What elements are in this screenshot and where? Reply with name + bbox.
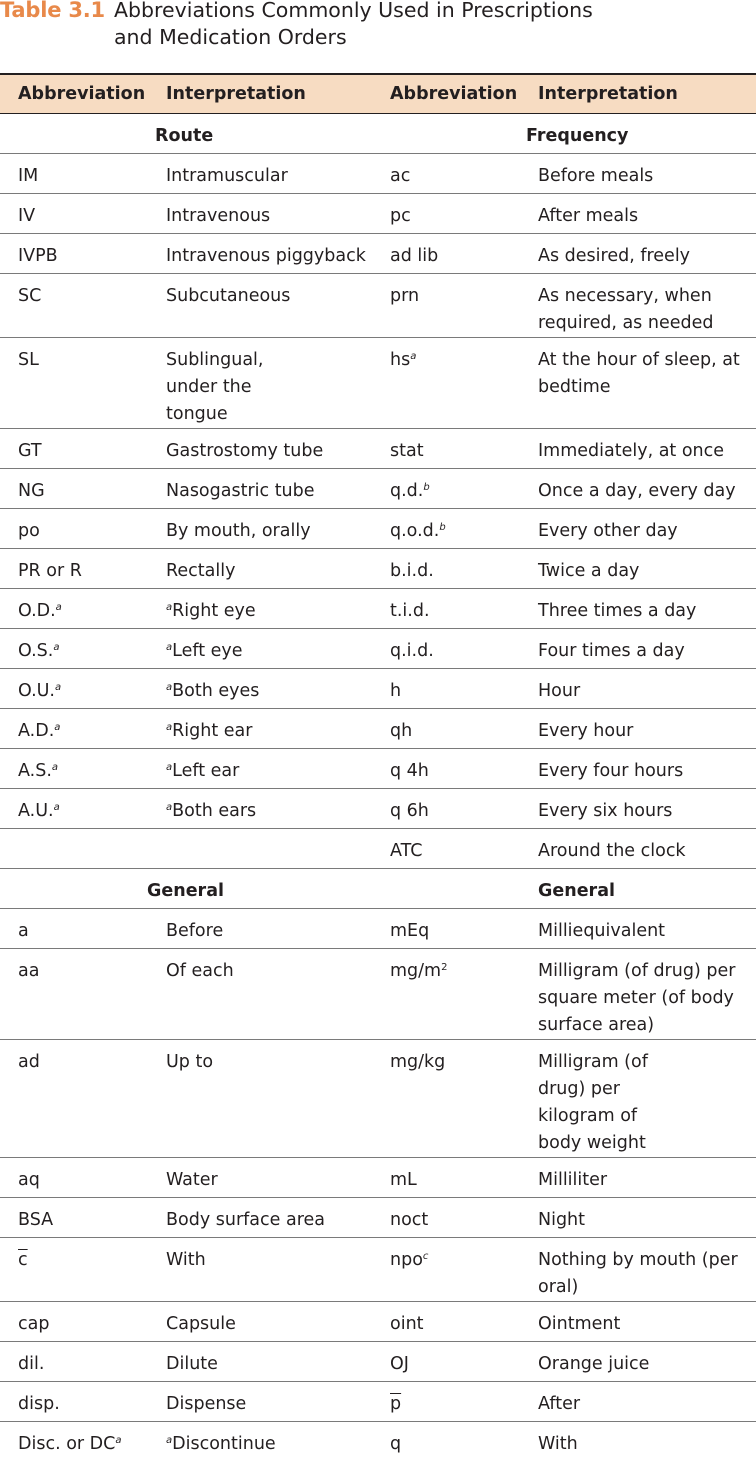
cell-text: Discontinue [172, 1433, 276, 1454]
footnote-mark: a [166, 601, 173, 613]
cell-text: mg/m [390, 960, 442, 981]
footnote-mark: a [166, 1434, 173, 1446]
cell-text: O.U. [18, 680, 55, 701]
cell-interp-1 [148, 828, 372, 868]
table-title-line-2: and Medication Orders [114, 25, 347, 49]
cell-text: Milliliter [538, 1169, 608, 1190]
cell-text: Both ears [172, 800, 257, 821]
cell-text: q.i.d. [390, 640, 434, 661]
cell-interp-1 [148, 337, 372, 428]
cell-abbr-1 [0, 193, 148, 233]
cell-text: Up to [166, 1051, 214, 1072]
footnote-mark: a [53, 641, 60, 653]
cell-text: Four times a day [538, 640, 685, 661]
cell-text: A.U. [18, 800, 54, 821]
cell-interp-1 [148, 468, 372, 508]
cell-interp-1 [148, 708, 372, 748]
cell-interp-2 [520, 1421, 756, 1461]
cell-text: Milliequivalent [538, 920, 666, 941]
cell-text: t.i.d. [390, 600, 430, 621]
cell-text: IM [18, 165, 39, 186]
cell-text: Milligram (of drug) per square meter (of body surface area) [538, 960, 736, 1035]
cell-text: At the hour of sleep, at bedtime [538, 349, 740, 397]
footnote-mark: a [166, 681, 173, 693]
cell-interp-2 [520, 1237, 756, 1301]
cell-text: Rectally [166, 560, 236, 581]
cell-abbr-1 [0, 337, 148, 428]
cell-text: prn [390, 285, 420, 306]
cell-interp-2 [520, 193, 756, 233]
cell-interp-1 [148, 1421, 372, 1461]
footnote-mark: a [166, 801, 173, 813]
cell-text: O.D. [18, 600, 56, 621]
cell-text: Intravenous piggyback [166, 245, 366, 266]
cell-text: NG [18, 480, 45, 501]
cell-text: Right ear [172, 720, 253, 741]
cell-text: mEq [390, 920, 430, 941]
cell-abbr-2 [372, 948, 520, 1039]
cell-text: Intramuscular [166, 165, 288, 186]
cell-abbr-1 [0, 548, 148, 588]
table-row [0, 233, 756, 273]
table-row [0, 1421, 756, 1461]
cell-abbr-2 [372, 233, 520, 273]
cell-text: Immediately, at once [538, 440, 725, 461]
cell-text: Milligram (of drug) per kilogram of body weight [538, 1051, 648, 1153]
cell-text: stat [390, 440, 424, 461]
cell-text: Hour [538, 680, 581, 701]
header-interpretation-1: Interpretation [166, 83, 306, 104]
table-row [0, 628, 756, 668]
cell-text: q.o.d. [390, 520, 440, 541]
cell-interp-1 [148, 908, 372, 948]
cell-text: cap [18, 1313, 50, 1334]
cell-interp-2 [520, 1381, 756, 1421]
cell-text: Left eye [172, 640, 243, 661]
footnote-mark: a [166, 641, 173, 653]
cell-interp-2 [520, 233, 756, 273]
cell-interp-2 [520, 153, 756, 193]
cell-abbr-1 [0, 948, 148, 1039]
cell-text: After meals [538, 205, 639, 226]
cell-abbr-1 [0, 1301, 148, 1341]
footnote-mark: a [166, 761, 173, 773]
cell-interp-2 [520, 628, 756, 668]
section-row-general [0, 868, 756, 908]
cell-text: pc [390, 205, 411, 226]
cell-interp-1 [148, 1381, 372, 1421]
footnote-mark: a [55, 601, 62, 613]
cell-abbr-1 [0, 908, 148, 948]
cell-text: Both eyes [172, 680, 260, 701]
cell-interp-2 [520, 508, 756, 548]
footnote-mark: a [53, 801, 60, 813]
table-row [0, 428, 756, 468]
cell-text: With [538, 1433, 578, 1454]
cell-text: Dilute [166, 1353, 218, 1374]
cell-text: qh [390, 720, 413, 741]
cell-interp-2 [520, 748, 756, 788]
cell-text: Every six hours [538, 800, 673, 821]
table-row [0, 1197, 756, 1237]
cell-interp-1 [148, 748, 372, 788]
cell-abbr-2 [372, 1039, 520, 1157]
cell-abbr-2 [372, 1341, 520, 1381]
table-row [0, 273, 756, 337]
cell-text: h [390, 680, 402, 701]
cell-text: dil. [18, 1353, 45, 1374]
cell-interp-2 [520, 828, 756, 868]
cell-interp-2 [520, 428, 756, 468]
section-row-route-frequency [0, 113, 756, 153]
cell-interp-1 [148, 628, 372, 668]
cell-interp-1 [148, 193, 372, 233]
cell-text: PR or R [18, 560, 82, 581]
cell-text: Every other day [538, 520, 678, 541]
cell-interp-2 [520, 668, 756, 708]
cell-abbr-2 [372, 468, 520, 508]
cell-abbr-2 [372, 273, 520, 337]
cell-text: Left ear [172, 760, 240, 781]
table-row [0, 908, 756, 948]
cell-text: Every four hours [538, 760, 684, 781]
cell-text: q.d. [390, 480, 424, 501]
footnote-mark: b [423, 481, 430, 493]
table-row [0, 1301, 756, 1341]
table-row [0, 1237, 756, 1301]
cell-text: oint [390, 1313, 424, 1334]
cell-abbr-1 [0, 1421, 148, 1461]
cell-text: Before [166, 920, 224, 941]
cell-text: Gastrostomy tube [166, 440, 324, 461]
cell-abbr-1 [0, 628, 148, 668]
cell-interp-1 [148, 668, 372, 708]
cell-abbr-2 [372, 153, 520, 193]
table-header-row [0, 74, 756, 113]
cell-abbr-1 [0, 1341, 148, 1381]
cell-interp-2 [520, 908, 756, 948]
cell-abbr-2 [372, 1237, 520, 1301]
table-row [0, 153, 756, 193]
cell-text: As necessary, when required, as needed [538, 285, 714, 333]
cell-text: O.S. [18, 640, 54, 661]
header-abbreviation-1: Abbreviation [18, 83, 146, 104]
cell-abbr-1 [0, 428, 148, 468]
cell-text: IVPB [18, 245, 58, 266]
cell-abbr-2 [372, 548, 520, 588]
cell-text: Once a day, every day [538, 480, 736, 501]
cell-text: aa [18, 960, 40, 981]
cell-abbr-1 [0, 588, 148, 628]
cell-text: hs [390, 349, 411, 370]
cell-text: A.S. [18, 760, 52, 781]
cell-text: As desired, freely [538, 245, 691, 266]
cell-text: GT [18, 440, 42, 461]
cell-text: ATC [390, 840, 423, 861]
cell-abbr-2 [372, 1157, 520, 1197]
cell-text: BSA [18, 1209, 54, 1230]
cell-abbr-1 [0, 668, 148, 708]
cell-interp-1 [148, 1301, 372, 1341]
cell-interp-1 [148, 948, 372, 1039]
cell-text: b.i.d. [390, 560, 434, 581]
cell-text: Before meals [538, 165, 654, 186]
footnote-mark: a [410, 350, 417, 362]
cell-text: SL [18, 349, 39, 370]
cell-text: Of each [166, 960, 234, 981]
cell-interp-1 [148, 233, 372, 273]
cell-abbr-1 [0, 1197, 148, 1237]
cell-interp-2 [520, 1197, 756, 1237]
cell-interp-2 [520, 548, 756, 588]
abbreviations-table [0, 73, 756, 1461]
cell-text: Body surface area [166, 1209, 326, 1230]
cell-text: Capsule [166, 1313, 236, 1334]
cell-text: Sublingual, under the tongue [166, 349, 264, 424]
cell-text: mL [390, 1169, 417, 1190]
cell-text: IV [18, 205, 36, 226]
cell-abbr-2 [372, 708, 520, 748]
footnote-mark: a [51, 761, 59, 773]
cell-text: q 6h [390, 800, 429, 821]
cell-text: Subcutaneous [166, 285, 291, 306]
cell-abbr-2 [372, 428, 520, 468]
cell-abbr-2 [372, 788, 520, 828]
table-title-line-1: Abbreviations Commonly Used in Prescriptions [114, 0, 593, 22]
cell-abbr-1 [0, 748, 148, 788]
cell-text: Dispense [166, 1393, 247, 1414]
cell-text: Orange juice [538, 1353, 650, 1374]
footnote-mark: a [166, 721, 173, 733]
cell-text: Right eye [172, 600, 256, 621]
cell-abbr-2 [372, 628, 520, 668]
cell-text: Ointment [538, 1313, 621, 1334]
cell-interp-1 [148, 428, 372, 468]
cell-abbr-2 [372, 668, 520, 708]
cell-text: ac [390, 165, 411, 186]
table-row [0, 588, 756, 628]
cell-text: q [390, 1433, 402, 1454]
cell-text: noct [390, 1209, 429, 1230]
cell-text: Nothing by mouth (per oral) [538, 1249, 738, 1297]
cell-interp-2 [520, 273, 756, 337]
header-interpretation-2: Interpretation [538, 83, 678, 104]
cell-interp-2 [520, 1341, 756, 1381]
cell-abbr-2 [372, 1381, 520, 1421]
cell-interp-1 [148, 1157, 372, 1197]
cell-text: By mouth, orally [166, 520, 311, 541]
cell-abbr-2 [372, 508, 520, 548]
cell-text: Night [538, 1209, 586, 1230]
table-row [0, 337, 756, 428]
table-row [0, 788, 756, 828]
table-row [0, 1039, 756, 1157]
cell-interp-1 [148, 273, 372, 337]
table-number: Table 3.1 [0, 0, 105, 22]
section-general-right: General [372, 868, 756, 908]
cell-interp-2 [520, 588, 756, 628]
table-caption [0, 0, 756, 60]
cell-interp-1 [148, 508, 372, 548]
cell-interp-2 [520, 468, 756, 508]
cell-abbr-1 [0, 708, 148, 748]
section-frequency: Frequency [372, 113, 756, 153]
cell-interp-2 [520, 708, 756, 748]
footnote-mark: a [55, 681, 62, 693]
cell-text: q 4h [390, 760, 429, 781]
cell-interp-1 [148, 1237, 372, 1301]
table-row [0, 508, 756, 548]
cell-text: ad lib [390, 245, 439, 266]
cell-text: npo [390, 1249, 423, 1270]
cell-interp-1 [148, 153, 372, 193]
cell-abbr-1 [0, 788, 148, 828]
cell-text: Intravenous [166, 205, 271, 226]
cell-text: $\overline{p}$ [390, 1393, 402, 1414]
cell-text: disp. [18, 1393, 60, 1414]
cell-abbr-2 [372, 1421, 520, 1461]
table-row [0, 828, 756, 868]
cell-text: Around the clock [538, 840, 686, 861]
cell-abbr-1 [0, 468, 148, 508]
cell-text: After [538, 1393, 581, 1414]
cell-abbr-2 [372, 828, 520, 868]
footnote-mark: a [54, 721, 61, 733]
cell-text: Three times a day [538, 600, 697, 621]
footnote-mark: 2 [441, 961, 448, 973]
cell-abbr-1 [0, 1381, 148, 1421]
cell-abbr-1 [0, 1039, 148, 1157]
cell-text: po [18, 520, 40, 541]
cell-text: Twice a day [538, 560, 640, 581]
cell-interp-1 [148, 788, 372, 828]
table-row [0, 1381, 756, 1421]
cell-abbr-1 [0, 1157, 148, 1197]
cell-text: ad [18, 1051, 40, 1072]
cell-abbr-2 [372, 588, 520, 628]
cell-text: aq [18, 1169, 40, 1190]
cell-interp-1 [148, 1341, 372, 1381]
cell-interp-2 [520, 337, 756, 428]
header-abbreviation-2: Abbreviation [390, 83, 518, 104]
cell-interp-2 [520, 948, 756, 1039]
cell-interp-2 [520, 1301, 756, 1341]
cell-interp-2 [520, 788, 756, 828]
cell-interp-1 [148, 1197, 372, 1237]
cell-text: Water [166, 1169, 218, 1190]
cell-interp-2 [520, 1039, 756, 1157]
cell-abbr-2 [372, 908, 520, 948]
cell-text: a [18, 920, 29, 941]
cell-text: Disc. or DC [18, 1433, 116, 1454]
cell-interp-2 [520, 1157, 756, 1197]
table-row [0, 708, 756, 748]
cell-interp-1 [148, 1039, 372, 1157]
cell-abbr-1 [0, 273, 148, 337]
cell-text: Every hour [538, 720, 634, 741]
section-general-left: General [0, 868, 372, 908]
cell-abbr-1 [0, 828, 148, 868]
table-row [0, 1341, 756, 1381]
table-row [0, 748, 756, 788]
cell-interp-1 [148, 588, 372, 628]
table-row [0, 548, 756, 588]
cell-abbr-2 [372, 337, 520, 428]
footnote-mark: a [115, 1434, 122, 1446]
section-route: Route [0, 113, 372, 153]
cell-text: mg/kg [390, 1051, 446, 1072]
cell-abbr-1 [0, 508, 148, 548]
table-row [0, 468, 756, 508]
cell-abbr-2 [372, 193, 520, 233]
cell-abbr-1 [0, 233, 148, 273]
cell-text: A.D. [18, 720, 55, 741]
cell-abbr-1 [0, 153, 148, 193]
cell-abbr-2 [372, 748, 520, 788]
cell-text: OJ [390, 1353, 409, 1374]
cell-text: SC [18, 285, 42, 306]
table-row [0, 193, 756, 233]
table-row [0, 1157, 756, 1197]
cell-text: $\overline{c}$ [18, 1249, 28, 1270]
cell-text: With [166, 1249, 206, 1270]
cell-abbr-2 [372, 1197, 520, 1237]
cell-abbr-2 [372, 1301, 520, 1341]
cell-text: Nasogastric tube [166, 480, 315, 501]
cell-abbr-1 [0, 1237, 148, 1301]
footnote-mark: b [439, 521, 446, 533]
footnote-mark: c [422, 1250, 429, 1262]
table-row [0, 668, 756, 708]
cell-interp-1 [148, 548, 372, 588]
table-row [0, 948, 756, 1039]
